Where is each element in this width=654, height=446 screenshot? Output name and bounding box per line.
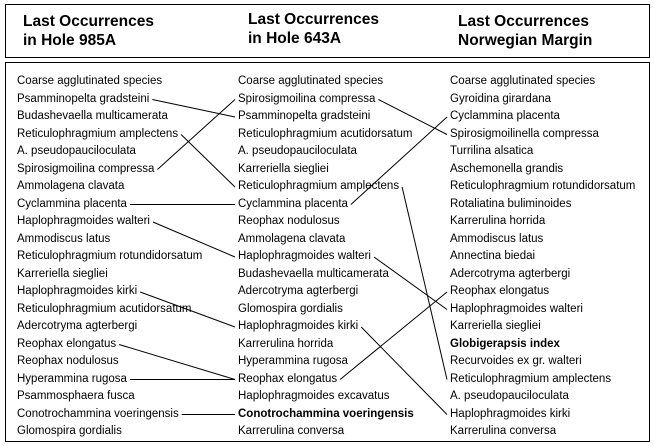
species-entry: Spirosigmoilina compressa (17, 162, 155, 175)
correlation-line (119, 345, 235, 380)
species-entry: Ammodiscus latus (17, 232, 111, 245)
correlation-line (402, 187, 447, 380)
species-entry: Gyroidina girardana (450, 92, 552, 105)
correlation-line (351, 117, 447, 205)
species-entry: Haplophragmoides kirki (450, 407, 571, 420)
species-entry: Karrerulina conversa (238, 425, 345, 437)
species-entry: Adercotryma agterbergi (238, 285, 359, 297)
species-entry: Cyclammina placenta (238, 197, 348, 210)
species-entry: Aschemonella grandis (450, 162, 564, 175)
species-entry: Spirosigmoilina compressa (238, 92, 376, 105)
species-entry: Karrerulina conversa (450, 425, 557, 437)
species-entry: Haplophragmoides walteri (450, 302, 583, 315)
species-entry: Psamminopelta gradsteini (238, 110, 371, 122)
species-entry: Cyclammina placenta (450, 110, 560, 122)
species-entry: Reticulophragmium acutidorsatum (238, 127, 413, 140)
correlation-line (361, 327, 447, 415)
species-entry: Karrerulina horrida (238, 337, 334, 350)
species-entry: Reophax elongatus (17, 337, 117, 350)
species-entry: Haplophragmoides kirki (17, 285, 138, 297)
species-entry: Reticulophragmium acutidorsatum (17, 302, 192, 315)
correlation-line (181, 135, 235, 188)
species-entry: Annectina biedai (450, 250, 536, 262)
species-entry: Karrerulina horrida (450, 215, 546, 227)
species-entry: Reticulophragmium rotundidorsatum (450, 180, 636, 192)
species-entry: Coarse agglutinated species (238, 75, 384, 87)
species-entry: Karreriella siegliei (238, 162, 329, 175)
species-entry: Ammolagena clavata (17, 180, 125, 192)
species-entry: Haplophragmoides kirki (238, 320, 359, 332)
header-norwegian-margin: Last Occurrences Norwegian Margin (458, 13, 593, 49)
species-entry: Turrilina alsatica (450, 145, 534, 157)
species-entry: Ammodiscus latus (450, 232, 544, 245)
species-entry: Adercotryma agterbergi (17, 320, 138, 332)
species-entry: Rotaliatina buliminoides (450, 197, 572, 210)
species-entry: A. pseudopauciloculata (17, 145, 136, 157)
species-entry: Globigerapsis index (450, 337, 560, 350)
species-entry: Budashevaella multicamerata (17, 110, 168, 122)
species-entry: Reticulophragmium amplectens (238, 180, 400, 192)
species-entry: Ammolagena clavata (238, 232, 346, 245)
species-entry: Coarse agglutinated species (17, 75, 163, 87)
header-hole-985a: Last Occurrences in Hole 985A (23, 13, 154, 49)
species-entry: Reticulophragmium amplectens (17, 127, 179, 140)
species-entry: Adercotryma agterbergi (450, 267, 571, 280)
correlation-line (153, 222, 235, 257)
species-entry: Reticulophragmium amplectens (450, 372, 612, 385)
species-entry: Reophax nodulosus (238, 215, 340, 227)
species-entry: Conotrochammina voeringensis (17, 407, 179, 420)
species-entry: Cyclammina placenta (17, 197, 127, 210)
correlation-line (378, 100, 447, 135)
species-entry: Hyperammina rugosa (238, 355, 348, 367)
species-entry: Coarse agglutinated species (450, 75, 596, 87)
species-entry: Glomospira gordialis (238, 302, 343, 315)
correlation-line (157, 100, 235, 170)
species-entry: Karreriella siegliei (450, 320, 541, 332)
species-entry: Haplophragmoides excavatus (238, 390, 390, 402)
correlation-line (152, 100, 235, 118)
correlation-line (374, 257, 447, 310)
species-entry: Karreriella siegliei (17, 267, 108, 280)
species-entry: Haplophragmoides walteri (17, 215, 150, 227)
species-entry: Conotrochammina voeringensis (238, 407, 414, 420)
species-entry: Reophax nodulosus (17, 355, 119, 367)
species-entry: Spirosigmoilinella compressa (450, 127, 599, 140)
species-entry: Reophax elongatus (238, 372, 338, 385)
species-entry: Recurvoides ex gr. walteri (450, 355, 582, 367)
species-entry: Reophax elongatus (450, 285, 550, 297)
correlation-line (340, 292, 447, 380)
species-entry: Hyperammina rugosa (17, 372, 127, 385)
species-entry: Psamminopelta gradsteini (17, 92, 150, 105)
species-entry: Budashevaella multicamerata (238, 267, 389, 280)
correlation-line (140, 292, 235, 327)
species-entry: Psammosphaera fusca (17, 390, 135, 402)
header-hole-643a: Last Occurrences in Hole 643A (248, 11, 379, 47)
species-entry: Haplophragmoides walteri (238, 250, 371, 262)
species-entry: Reticulophragmium rotundidorsatum (17, 250, 203, 262)
species-entry: Glomospira gordialis (17, 425, 122, 437)
species-entry: A. pseudopauciloculata (238, 145, 357, 157)
species-entry: A. pseudopauciloculata (450, 390, 569, 402)
